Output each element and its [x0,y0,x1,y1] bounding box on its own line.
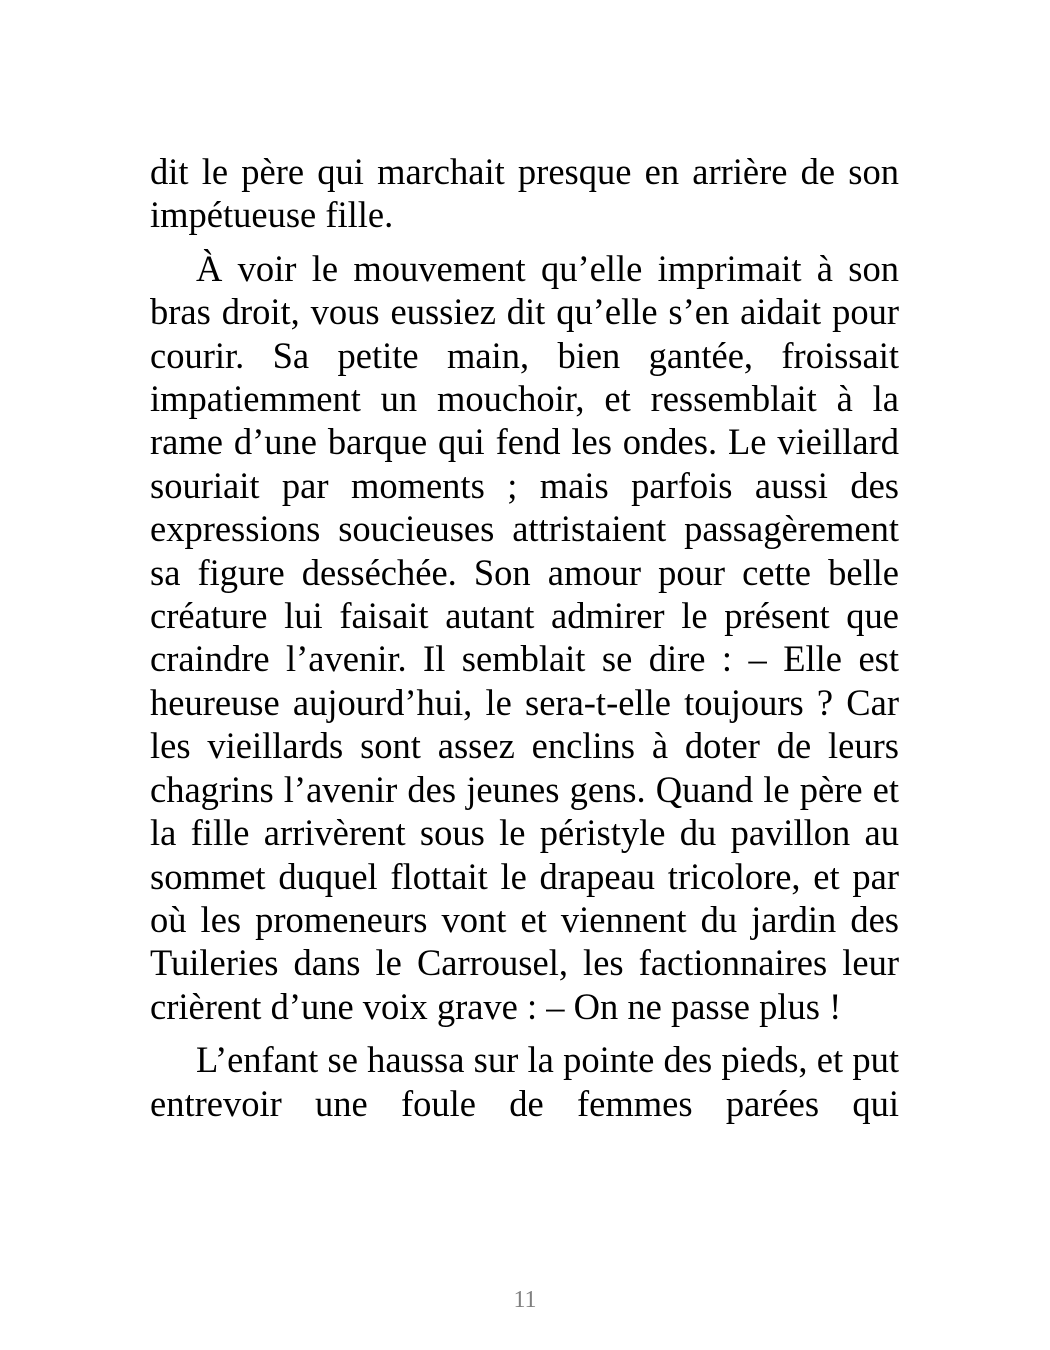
page-number: 11 [513,1287,537,1313]
paragraph-continuation: dit le père qui marchait presque en arrière de son impétueuse fille. [150,151,899,236]
page-text [150,150,899,1125]
paragraph-final: L’enfant se haussa sur la pointe des pieds, et put entrevoir une foule de femmes parées qui [150,1039,899,1124]
paragraph-main: À voir le mouvement qu’elle imprimait à son bras droit, vous eussiez dit qu’elle s’en aidait pour courir. Sa petite main, bien gantée, froissait impatiemment un mouchoir, et ressemblait à la rame d’une barque qui fend les ondes. Le vieillard souriait par moments ; mais parfois aussi des expressions soucieuses attristaient passagèrement sa figure desséchée. Son amour pour cette belle créature lui faisait autant admirer le présent que craindre l’avenir. Il semblait se dire : – Elle est heureuse aujourd’hui, le sera-t-elle toujours ? Car les vieillards sont assez enclins à doter de leurs chagrins l’avenir des jeunes gens. Quand le père et la fille arrivèrent sous le péristyle du pavillon au sommet duquel flottait le drapeau tricolore, et par où les promeneurs vont et viennent du jardin des Tuileries dans le Carrousel, les factionnaires leur crièrent d’une voix grave : – On ne passe plus ! [150,247,899,1027]
